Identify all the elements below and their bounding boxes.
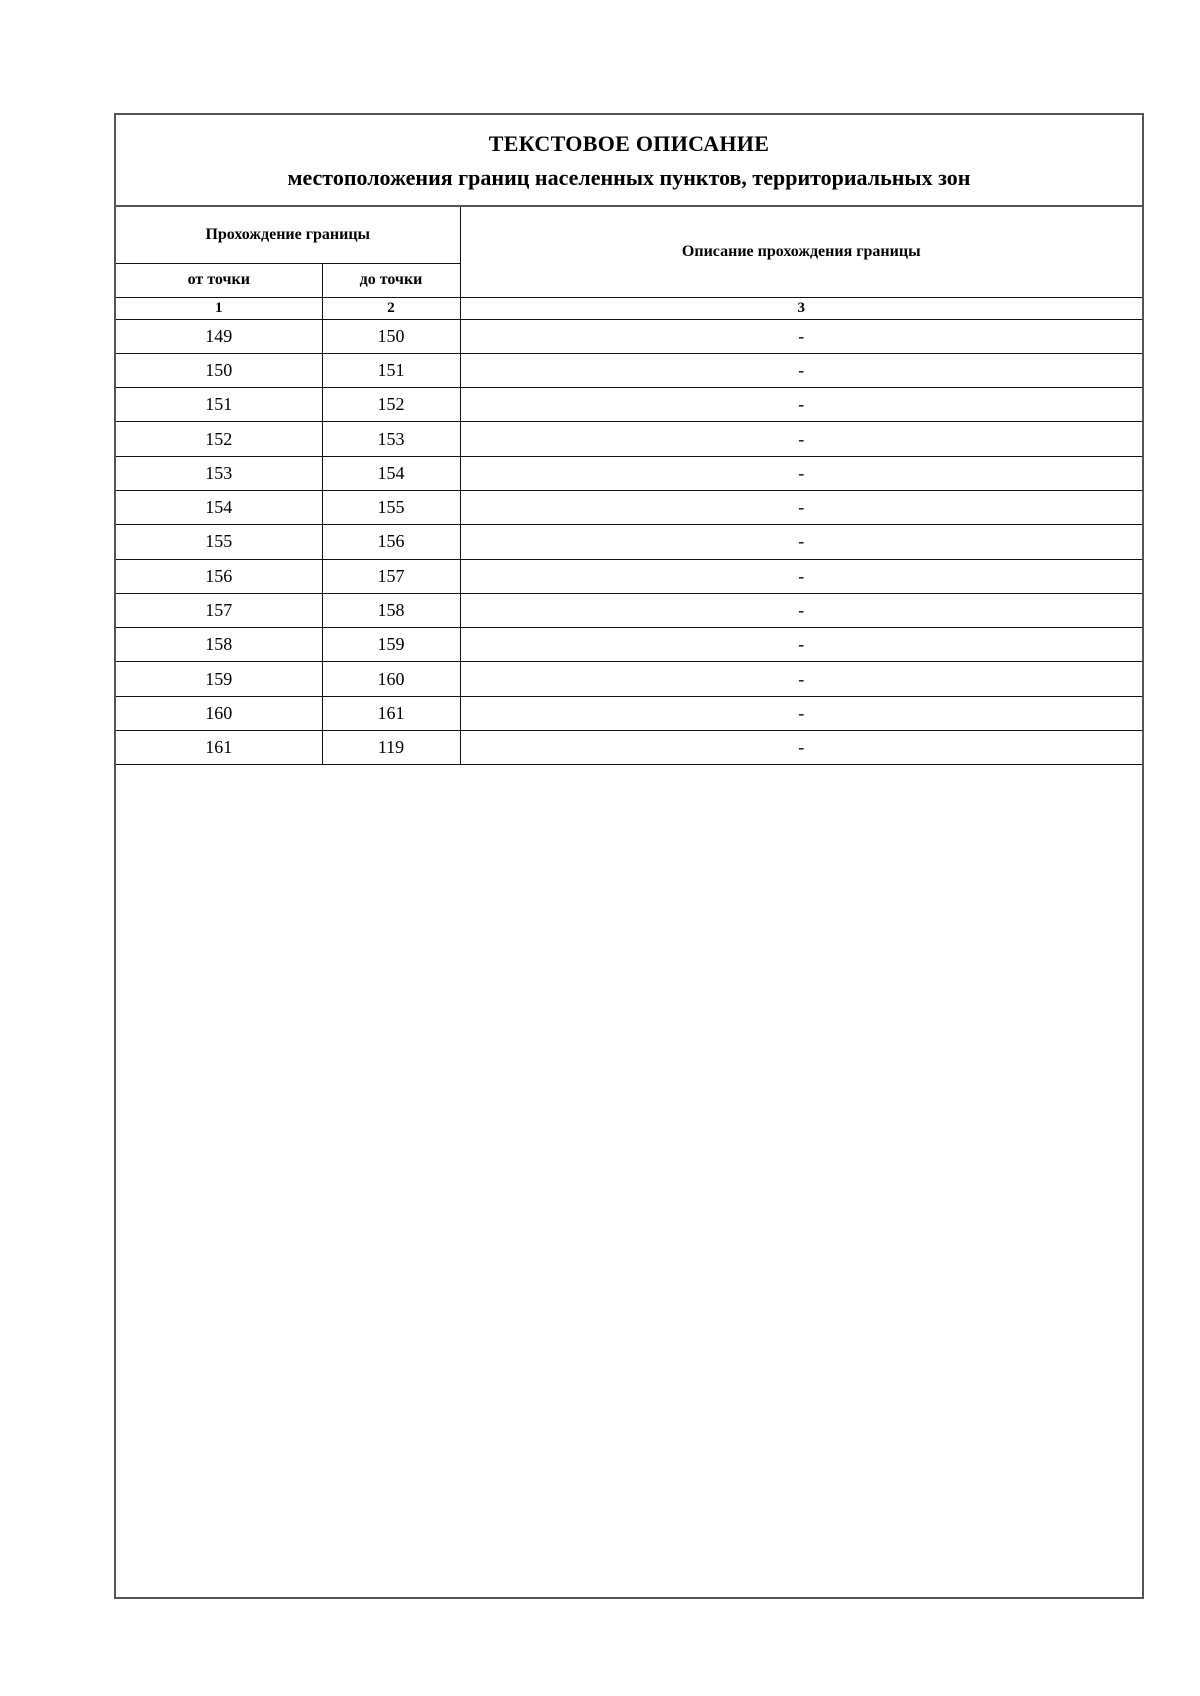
group-header: Прохождение границы xyxy=(116,207,460,263)
col-number-2: 2 xyxy=(322,297,460,319)
from-header: от точки xyxy=(116,263,322,297)
to-point-cell: 153 xyxy=(322,422,460,456)
from-point-cell: 157 xyxy=(116,593,322,627)
from-point-cell: 156 xyxy=(116,559,322,593)
description-cell: - xyxy=(460,593,1142,627)
table-row xyxy=(116,353,1142,387)
document-subtitle: местоположения границ населенных пунктов, территориальных зон xyxy=(287,165,971,190)
col-number-1: 1 xyxy=(116,297,322,319)
table-row xyxy=(116,662,1142,696)
description-cell: - xyxy=(460,696,1142,730)
to-point-cell: 155 xyxy=(322,490,460,524)
table-row xyxy=(116,422,1142,456)
col-number-3: 3 xyxy=(460,297,1142,319)
to-header: до точки xyxy=(322,263,460,297)
table-row xyxy=(116,731,1142,765)
description-cell: - xyxy=(460,353,1142,387)
to-point-cell: 159 xyxy=(322,628,460,662)
description-cell: - xyxy=(460,319,1142,353)
title-block xyxy=(116,115,1142,207)
from-point-cell: 159 xyxy=(116,662,322,696)
to-point-cell: 158 xyxy=(322,593,460,627)
description-cell: - xyxy=(460,422,1142,456)
to-point-cell: 119 xyxy=(322,731,460,765)
description-cell: - xyxy=(460,456,1142,490)
description-cell: - xyxy=(460,490,1142,524)
to-point-cell: 151 xyxy=(322,353,460,387)
document-frame xyxy=(114,113,1144,1599)
description-cell: - xyxy=(460,525,1142,559)
description-cell: - xyxy=(460,731,1142,765)
from-point-cell: 149 xyxy=(116,319,322,353)
to-point-cell: 154 xyxy=(322,456,460,490)
description-cell: - xyxy=(460,559,1142,593)
from-point-cell: 158 xyxy=(116,628,322,662)
from-point-cell: 151 xyxy=(116,388,322,422)
boundary-table xyxy=(116,207,1142,765)
from-point-cell: 150 xyxy=(116,353,322,387)
from-point-cell: 155 xyxy=(116,525,322,559)
to-point-cell: 156 xyxy=(322,525,460,559)
from-point-cell: 153 xyxy=(116,456,322,490)
table-row xyxy=(116,559,1142,593)
description-cell: - xyxy=(460,628,1142,662)
from-point-cell: 161 xyxy=(116,731,322,765)
to-point-cell: 150 xyxy=(322,319,460,353)
to-point-cell: 157 xyxy=(322,559,460,593)
table-row xyxy=(116,388,1142,422)
table-row xyxy=(116,456,1142,490)
table-row xyxy=(116,525,1142,559)
to-point-cell: 161 xyxy=(322,696,460,730)
from-point-cell: 154 xyxy=(116,490,322,524)
description-cell: - xyxy=(460,388,1142,422)
desc-header: Описание прохождения границы xyxy=(460,207,1142,297)
document-title: ТЕКСТОВОЕ ОПИСАНИЕ xyxy=(488,131,770,156)
table-row xyxy=(116,696,1142,730)
from-point-cell: 160 xyxy=(116,696,322,730)
table-row xyxy=(116,490,1142,524)
from-point-cell: 152 xyxy=(116,422,322,456)
table-row xyxy=(116,593,1142,627)
table-row xyxy=(116,319,1142,353)
description-cell: - xyxy=(460,662,1142,696)
to-point-cell: 152 xyxy=(322,388,460,422)
to-point-cell: 160 xyxy=(322,662,460,696)
table-row xyxy=(116,628,1142,662)
